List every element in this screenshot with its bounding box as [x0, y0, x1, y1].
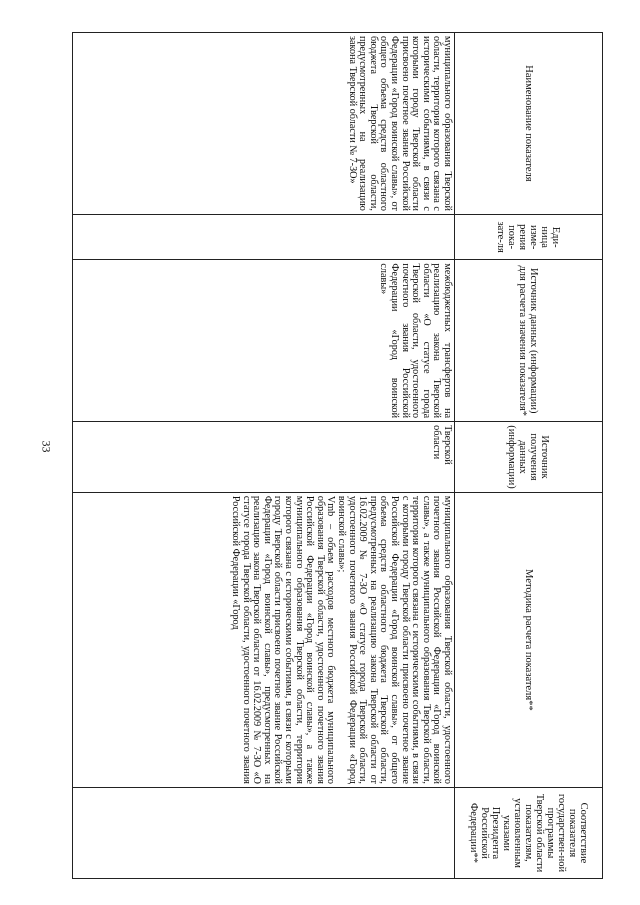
header-compliance: Соответствие показателя государствен-ной программы Тверской области показателям, установленным указами Президента Российской Федерации**: [455, 787, 603, 878]
header-method: Методика расчета показателя**: [455, 492, 603, 787]
rotated-page: [72, 32, 603, 879]
header-data-source: Источник данных (информации) для расчета значения показателя*: [455, 260, 603, 422]
cell-unit: [73, 214, 455, 259]
cell-data-source: межбюджетных трансфертов на реализацию закона Тверской области «О статусе города Тверской области, удостоенного почетного звания Российской Федерации «Город воинской славы»: [73, 260, 455, 422]
header-source: Источник получения данных (информации): [455, 422, 603, 493]
table-row: [73, 33, 455, 879]
method-paragraph-1: муниципального образования Тверской области, удостоенного почетного звания Российской Федерации «Город воинской славы», а также муниципального образования Тверской области, территория которого связана с историческими событиями, в связи с которыми городу Тверской области присвоено почетное звание Российской Федерации «Город воинской славы», от общего объема средств областного бюджета Тверской области, предусмотренных на реализацию закона Тверской области от 16.02.2009 № 7-ЗО «О статусе города Тверской области, удостоенного почетного звания Российской Федерации «Город воинской славы»;: [336, 495, 453, 784]
table-header-row: [455, 33, 603, 879]
method-paragraph-2: Vmb – объем расходов местного бюджета муниципального образования Тверской области, удостоенного почетного звания Российской Федерации «Город воинской славы», а также муниципального образования Тверской области, территория которого связана с историческими событиями, в связи с которыми городу Тверской области присвоено почетное звание Российской Федерации «Город воинской славы», предусмотренных на реализацию закона Тверской области от 16.02.2009 № 7-ЗО «О статусе города Тверской области, удостоенного почетного звания Российской Федерации «Город: [230, 495, 337, 784]
cell-method: [73, 492, 455, 787]
header-name: Наименование показателя: [455, 33, 603, 215]
indicator-table: [72, 32, 603, 879]
cell-name: муниципального образования Тверской области, территория которого связана с историческими событиями, в связи с которыми городу Тверской области присвоено почетное звание Российской Федерации «Город воинской славы», от общего объема средств областного бюджета Тверской области, предусмотренных на реализацию закона Тверской области № 7-ЗО»: [73, 33, 455, 215]
page-number: 33: [39, 440, 54, 453]
header-unit: Еди-ница изме-рения пока-зате-ля: [455, 214, 603, 259]
cell-source: Тверской области: [73, 422, 455, 493]
cell-compliance: [73, 787, 455, 878]
